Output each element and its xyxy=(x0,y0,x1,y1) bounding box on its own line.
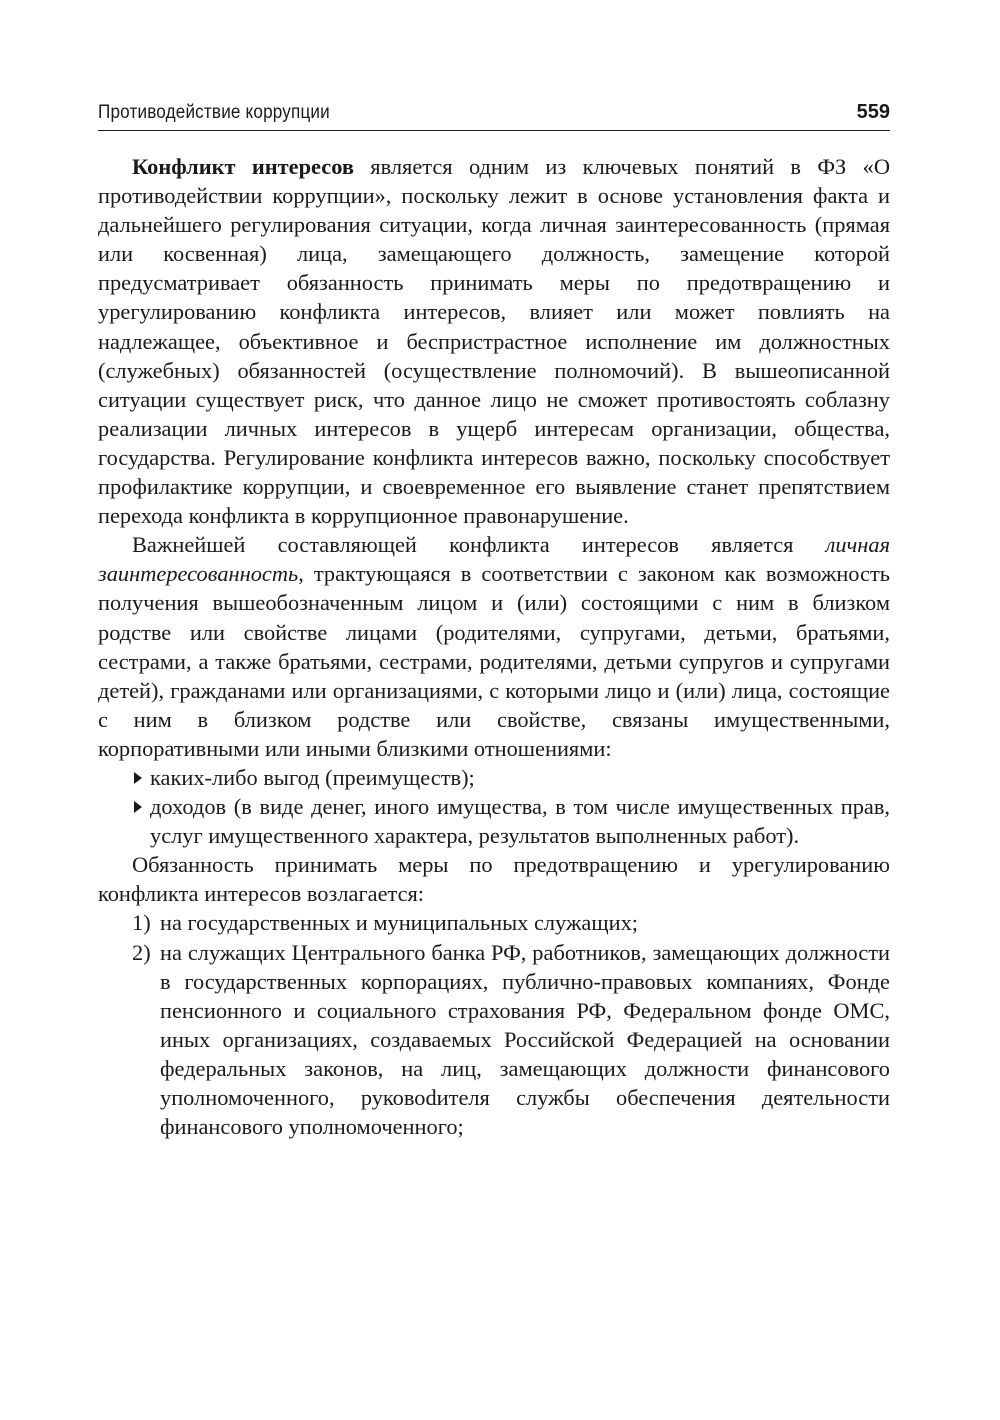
list-item-number: 1) xyxy=(132,910,151,936)
paragraph-text: , трактующаяся в соответствии с законом как возможность получения вышеобозначенным лицом и (или) состоящими с ним в близком родстве или свойстве лицами (родителями, супругами, детьми, братьями, сестрами, а также братьями, сестрами, родителями, детьми супругов и супругами детей), гражданами или организациями, с которыми лицо и (или) лица, состоящие с ним в близком родстве или свойстве, связаны имущественными, корпоративными или иными близкими отношениями: xyxy=(98,561,890,761)
paragraph-text: является одним из ключевых понятий в ФЗ «О противодействии коррупции», поскольку лежит в основе установления факта и дальнейшего регулирования ситуации, когда личная заинтересованность (прямая или косвенная) лица, замещающего должность, замещение которой предусматривает обязанность принимать меры по предотвращению и урегулированию конфликта интересов, влияет или может повлиять на надлежащее, объективное и беспристрастное исполнение им должностных (служебных) обязанностей (осуществление полномочий). В вышеописанной ситуации существует риск, что данное лицо не сможет противостоять соблазну реализации личных интересов в ущерб интересам организации, общества, государства. Регулирование конфликта интересов важно, поскольку способствует профилактике коррупции, и своевременное его выявление станет препятствием перехода конфликта в коррупционное правонарушение. xyxy=(98,154,890,529)
list-item-text: доходов (в виде денег, иного имущества, в том числе имущественных прав, услуг имущественного характера, результатов выполненных работ). xyxy=(150,794,890,849)
paragraph-obligation xyxy=(98,850,890,908)
triangle-bullet-icon xyxy=(134,772,142,784)
running-header xyxy=(98,100,890,131)
running-header-title: Противодействие коррупции xyxy=(98,102,330,123)
paragraph-text: Важнейшей составляющей конфликта интересов является xyxy=(132,532,826,558)
list-item-text: каких-либо выгод (преимуществ); xyxy=(150,764,475,790)
obligated-persons-list xyxy=(98,908,890,1141)
list-item xyxy=(98,908,890,937)
term-personal-interest: личная заинтересованность xyxy=(98,532,890,587)
triangle-bullet-icon xyxy=(134,801,142,813)
list-item-number: 2) xyxy=(132,939,151,965)
benefits-list xyxy=(98,763,890,850)
list-item xyxy=(98,938,890,1142)
body-text xyxy=(98,152,890,1141)
term-conflict-of-interest: Конфликт интересов xyxy=(132,154,354,179)
paragraph-text: Обязанность принимать меры по предотвращению и урегулированию конфликта интересов возлагается: xyxy=(98,852,890,907)
paragraph-personal-interest xyxy=(98,530,890,763)
page-number: 559 xyxy=(856,101,890,123)
list-item xyxy=(98,763,890,792)
list-item xyxy=(98,792,890,850)
list-item-text: на служащих Центрального банка РФ, работников, замещающих должности в государственных корпорациях, публично-правовых компаниях, Фонде пенсионного и социального страхования РФ, Федеральном фонде ОМС, иных организациях, создаваемых Российской Федерацией на основании федеральных законов, на лиц, замещающих должности финансового уполномоченного, руковоdителя службы обеспечения деятельности финансового уполномоченного; xyxy=(160,939,890,1140)
list-item-text: на государственных и муниципальных служащих; xyxy=(160,910,639,936)
paragraph-conflict-of-interest xyxy=(98,152,890,530)
